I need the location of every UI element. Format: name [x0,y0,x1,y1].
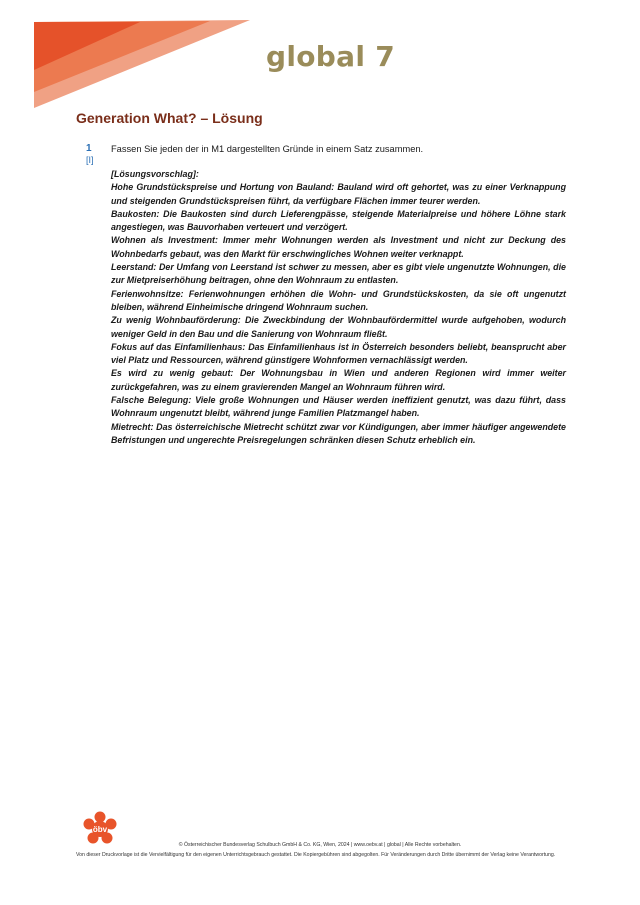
answer-label: [Lösungsvorschlag]: [111,169,199,179]
answer-item: Es wird zu wenig gebaut: Der Wohnungsbau in Wien und anderen Regionen wird immer weiter zurückgefahren, was zu einem gravierenden Mangel an Wohnraum führen wird. [111,368,566,392]
task-instruction: Fassen Sie jeden der in M1 dargestellten Gründe in einem Satz zusammen. [111,144,424,154]
footer-copyright: © Österreichischer Bundesverlag Schulbuch GmbH & Co. KG, Wien, 2024 | www.oebv.at | global | Alle Rechte vorbehalten. [178,842,462,848]
footer-note: Von dieser Druckvorlage ist die Vervielfältigung für den eigenen Unterrichtsgebrauch gestattet. Die Kopiergebühren sind abgegolten. Für Veränderungen durch Dritte übernimmt der Verlag keine Verantwortung. [76,852,556,858]
header-decoration [0,0,260,110]
answer-item: Fokus auf das Einfamilienhaus: Das Einfamilienhaus ist in Österreich besonders beliebt, beansprucht aber viel Platz und Ressourcen, während günstigere Wohnformen vernachlässigt werden. [111,341,566,366]
task-level: [I] [86,155,94,165]
answer-block [111,168,566,447]
svg-text:öbv: öbv [92,825,108,834]
answer-item: Zu wenig Wohnbauförderung: Die Zweckbindung der Wohnbaufördermittel wurde aufgehoben, wodurch weniger Geld in den Bau und die Sanierung von Wohnraum fließt. [111,315,566,339]
answer-item: Hohe Grundstückspreise und Hortung von Bauland: Bauland wird oft gehortet, was zu einer Verknappung und steigenden Grundstückspreisen führt, da verfügbare Flächen immer teurer werden. [111,182,566,206]
answer-item: Leerstand: Der Umfang von Leerstand ist schwer zu messen, aber es gibt viele ungenutzte Wohnungen, die zur Mietpreiserhöhung beitragen, ohne den Wohnraum zu entlasten. [111,262,566,286]
answer-item: Ferienwohnsitze: Ferienwohnungen erhöhen die Wohn- und Grundstückskosten, da sie oft ungenutzt bleiben, während Einheimische dringend Wohnraum suchen. [111,288,566,312]
answer-item: Falsche Belegung: Viele große Wohnungen und Häuser werden ineffizient genutzt, was dazu führt, dass Wohnraum ungenutzt bleibt, während junge Familien Platzmangel haben. [111,395,566,419]
answer-item: Wohnen als Investment: Immer mehr Wohnungen werden als Investment und nicht zur Deckung des Wohnbedarfs gebaut, was den Markt für erschwingliches Wohnen weiter verknappt. [111,235,566,259]
page-title: Generation What? – Lösung [76,110,263,126]
task-number: 1 [86,143,92,154]
answer-item: Baukosten: Die Baukosten sind durch Lieferengpässe, steigende Materialpreise und höhere Löhne stark angestiegen, was Bauvorhaben verteuert und verzögert. [111,208,566,233]
answer-item: Mietrecht: Das österreichische Mietrecht schützt zwar vor Kündigungen, aber immer häufiger angewendete Befristungen und ungerechte Preisregelungen schränken diesen Schutz erheblich ein. [111,421,566,445]
brand-title: global 7 [266,40,396,73]
